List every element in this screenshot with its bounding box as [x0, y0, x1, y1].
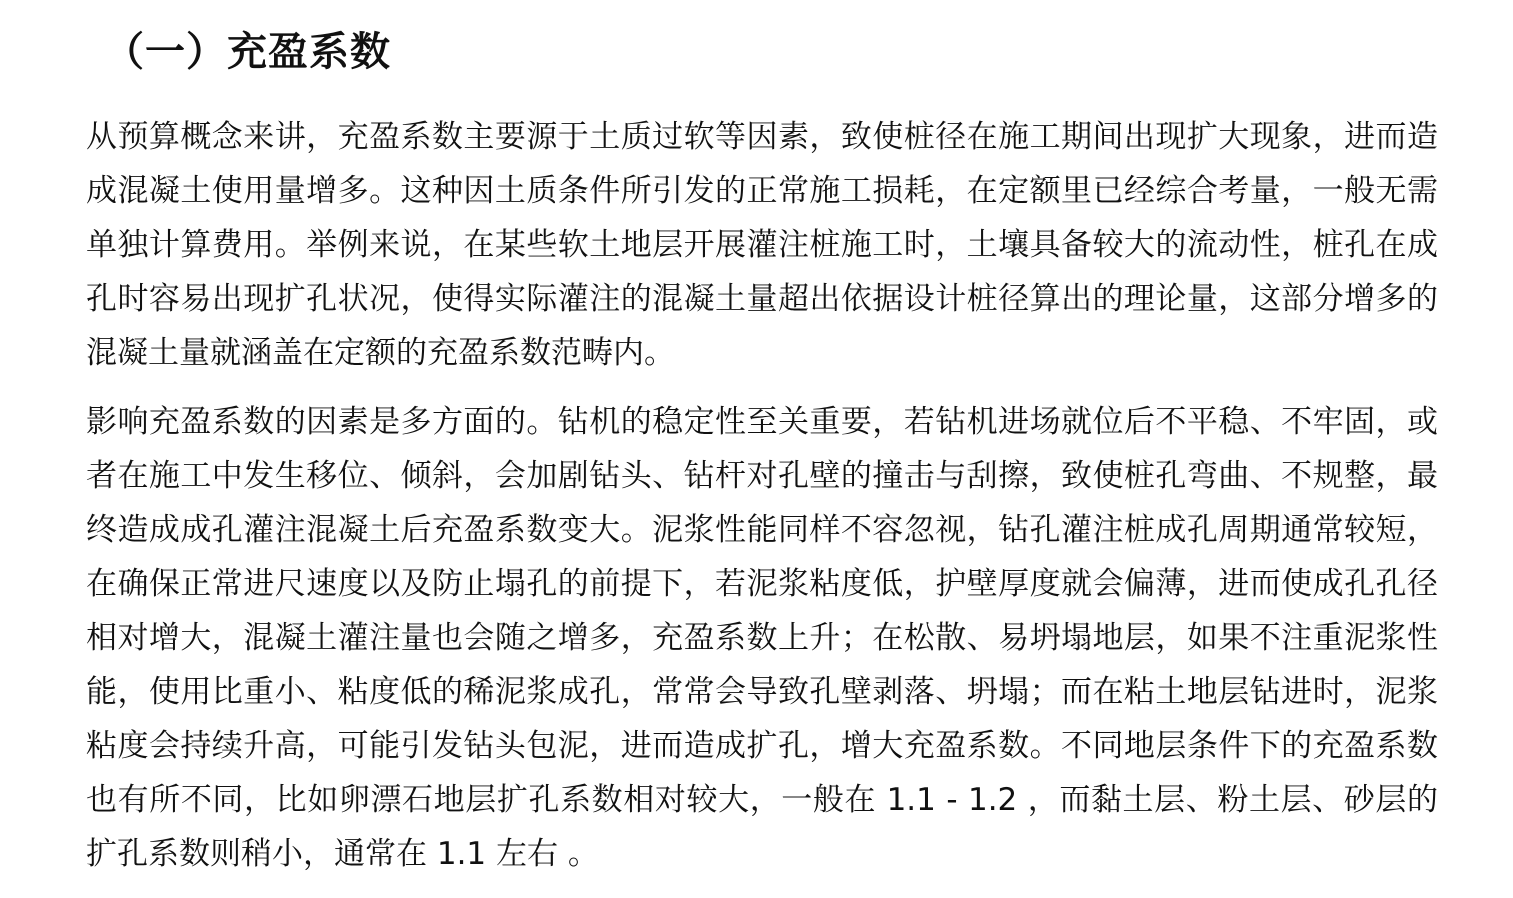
paragraph-filling-coefficient-definition: 从预算概念来讲，充盈系数主要源于土质过软等因素，致使桩径在施工期间出现扩大现象，进而造成混凝土使用量增多。这种因土质条件所引发的正常施工损耗，在定额里已经综合考量，一般无需单独计算费用。举例来说，在某些软土地层开展灌注桩施工时，土壤具备较大的流动性，桩孔在成孔时容易出现扩孔状况，使得实际灌注的混凝土量超出依据设计桩径算出的理论量，这部分增多的混凝土量就涵盖在定额的充盈系数范畴内。 [86, 119, 1438, 371]
paragraph-influencing-factors: 影响充盈系数的因素是多方面的。钻机的稳定性至关重要，若钻机进场就位后不平稳、不牢固，或者在施工中发生移位、倾斜，会加剧钻头、钻杆对孔壁的撞击与刮擦，致使桩孔弯曲、不规整，最终造成成孔灌注混凝土后充盈系数变大。泥浆性能同样不容忽视，钻孔灌注桩成孔周期通常较短，在确保正常进尺速度以及防止塌孔的前提下，若泥浆粘度低，护壁厚度就会偏薄，进而使成孔孔径相对增大，混凝土灌注量也会随之增多，充盈系数上升；在松散、易坍塌地层，如果不注重泥浆性能，使用比重小、粘度低的稀泥浆成孔，常常会导致孔壁剥落、坍塌；而在粘土地层钻进时，泥浆粘度会持续升高，可能引发钻头包泥，进而造成扩孔，增大充盈系数。不同地层条件下的充盈系数也有所不同，比如卵漂石地层扩孔系数相对较大，一般在 1.1 - 1.2 ，而黏土层、粉土层、砂层的扩孔系数则稍小，通常在 1.1 左右 。 [86, 404, 1438, 872]
section-heading: （一）充盈系数 [104, 29, 391, 75]
